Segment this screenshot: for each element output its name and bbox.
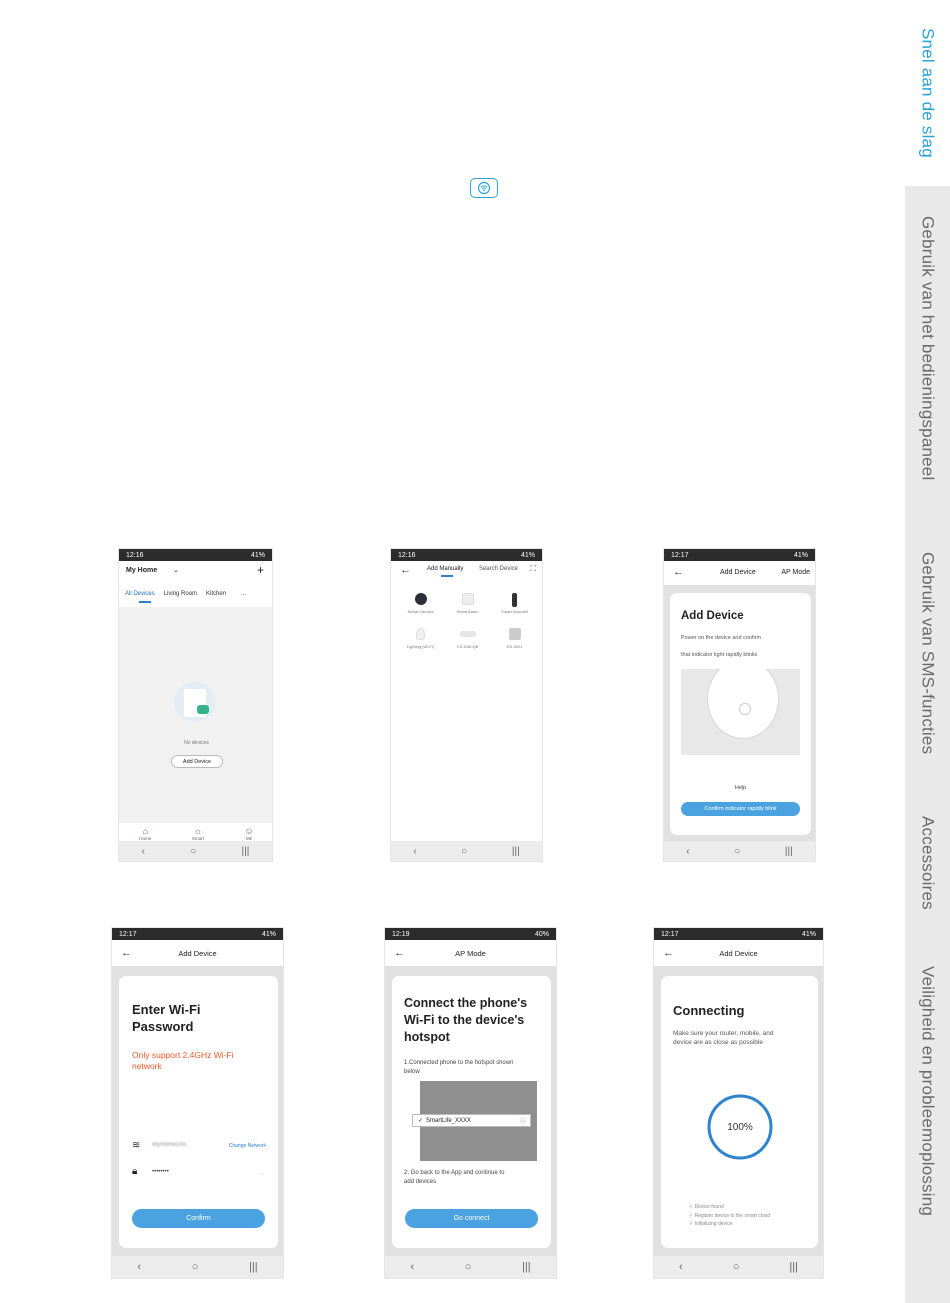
section-sidebar xyxy=(905,0,950,1303)
status-battery: 41% xyxy=(520,551,535,559)
progress-ring xyxy=(706,1093,774,1161)
header xyxy=(664,561,815,583)
tab-kitchen[interactable]: Kitchen xyxy=(206,591,227,597)
add-icon[interactable]: + xyxy=(256,563,264,577)
step-2-line-2: add devices xyxy=(404,1179,437,1185)
back-icon[interactable]: ‹ xyxy=(410,1261,415,1273)
device-label: ES-SW1 xyxy=(506,644,523,649)
network-name: MyHomeDns xyxy=(152,1142,187,1148)
device-label: Smart Doorbell xyxy=(501,609,528,614)
scan-icon[interactable]: ⛶ xyxy=(530,564,536,573)
progress-label: 100% xyxy=(727,1121,753,1133)
screenshot-my-home xyxy=(118,548,273,862)
wifi-icon: ≋ xyxy=(132,1140,141,1151)
title-line-1: Connect the phone's xyxy=(404,996,528,1010)
device-label: Lighting (Wi-Fi) xyxy=(406,644,435,649)
device-smart-doorbell[interactable] xyxy=(491,593,538,614)
sensor-icon xyxy=(460,631,476,637)
change-network-link[interactable]: Change Network xyxy=(228,1143,266,1149)
step-2 xyxy=(404,1169,504,1187)
empty-state-area xyxy=(119,607,273,823)
title-line-1: Enter Wi-Fi xyxy=(132,1002,201,1017)
empty-text: No devices xyxy=(184,740,209,746)
hotspot-name: SmartLife_XXXX xyxy=(426,1117,472,1124)
sidebar-tab-veiligheid[interactable] xyxy=(905,966,950,1216)
home-circle-icon[interactable]: ○ xyxy=(464,1261,472,1273)
room-tabs xyxy=(125,591,246,597)
step-2-line-1: 2. Go back to the App and continue to xyxy=(404,1170,505,1176)
status-battery: 41% xyxy=(250,551,265,559)
card-title xyxy=(404,995,527,1046)
check-icon: ✓ xyxy=(418,1118,424,1124)
wifi-card xyxy=(119,976,278,1248)
recents-icon[interactable]: ||| xyxy=(522,1261,531,1273)
tab-search-device[interactable]: Search Device xyxy=(479,566,519,572)
device-smart-camera[interactable] xyxy=(397,593,444,614)
step-register xyxy=(689,1212,770,1221)
home-icon: ⌂ xyxy=(142,825,148,836)
nav-smart[interactable] xyxy=(192,826,204,841)
sidebar-tab-label: Veiligheid en probleemoplossing xyxy=(918,966,938,1217)
sidebar-tab-sms-functies[interactable] xyxy=(905,552,950,754)
android-nav-bar xyxy=(119,841,272,861)
android-nav-bar xyxy=(654,1256,823,1278)
nav-me-label: Me xyxy=(245,835,253,841)
android-nav-bar xyxy=(391,841,542,861)
warning-line-1: Only support 2.4GHz Wi-Fi xyxy=(132,1050,234,1060)
title-line-3: hotspot xyxy=(404,1030,450,1044)
status-bar xyxy=(385,928,556,940)
nav-me[interactable] xyxy=(244,826,253,841)
bottom-nav xyxy=(119,823,273,843)
tab-indicator xyxy=(139,601,151,603)
confirm-blink-button[interactable]: Confirm indicator rapidly blink xyxy=(681,802,800,816)
instruction-line-1: Power on the device and confirm xyxy=(681,635,762,641)
title-line-2: Wi-Fi to the device's xyxy=(404,1013,525,1027)
tab-indicator xyxy=(441,575,453,577)
recents-icon[interactable]: ||| xyxy=(789,1261,798,1273)
add-badge-icon xyxy=(197,705,209,714)
device-grid xyxy=(397,593,538,649)
device-es-sw1[interactable] xyxy=(491,628,538,649)
status-time: 12:17 xyxy=(661,930,679,938)
password-input[interactable]: •••••••• xyxy=(152,1169,169,1175)
step-initializing xyxy=(689,1220,770,1229)
recents-icon[interactable]: ||| xyxy=(784,845,793,857)
hotspot-row[interactable] xyxy=(412,1114,531,1127)
screenshot-enter-wifi xyxy=(111,927,284,1279)
card-title: Add Device xyxy=(681,610,744,622)
tab-more[interactable]: ... xyxy=(241,591,247,597)
title-line-2: Password xyxy=(132,1019,194,1034)
back-arrow-icon[interactable]: ← xyxy=(400,564,411,576)
lock-icon: 🔒︎ xyxy=(132,1166,138,1177)
home-title[interactable]: My Home xyxy=(126,567,158,574)
back-arrow-icon[interactable]: ← xyxy=(673,566,684,578)
nav-smart-label: Smart xyxy=(191,835,204,841)
step-label: Initializing device xyxy=(694,1221,733,1227)
screenshot-ap-mode xyxy=(384,927,557,1279)
tab-living-room[interactable]: Living Room xyxy=(163,591,198,597)
ap-mode-link[interactable]: AP Mode xyxy=(781,568,810,576)
status-time: 12:17 xyxy=(119,930,137,938)
warning-line-2: network xyxy=(132,1061,162,1071)
status-bar xyxy=(112,928,283,940)
user-icon: ☺ xyxy=(244,825,254,836)
indicator-light-icon xyxy=(739,703,751,715)
home-circle-icon[interactable]: ○ xyxy=(734,845,741,857)
confirm-button[interactable]: Confirm xyxy=(132,1209,265,1228)
back-arrow-icon[interactable]: ← xyxy=(663,947,674,959)
eye-icon[interactable]: ◡ xyxy=(259,1170,264,1176)
tab-all-devices[interactable]: All Devices xyxy=(125,591,155,597)
nav-home-label: Home xyxy=(139,835,152,841)
step-device-found xyxy=(689,1203,770,1212)
status-time: 12:16 xyxy=(126,551,144,559)
bulb-icon xyxy=(416,628,425,640)
device-label: Smart Alarm xyxy=(456,609,479,614)
description-line-1: Make sure your router, mobile, and xyxy=(673,1030,774,1037)
back-icon[interactable]: ‹ xyxy=(686,845,690,857)
description xyxy=(673,1029,773,1047)
status-battery: 40% xyxy=(534,930,549,938)
android-nav-bar xyxy=(385,1256,556,1278)
tab-add-manually[interactable]: Add Manually xyxy=(427,566,464,572)
screenshot-add-device-blink xyxy=(663,548,816,862)
help-link[interactable]: Help xyxy=(734,785,747,791)
status-battery: 41% xyxy=(801,930,816,938)
back-icon[interactable]: ‹ xyxy=(137,1261,142,1273)
status-battery: 41% xyxy=(261,930,276,938)
home-circle-icon[interactable]: ○ xyxy=(190,845,197,857)
status-battery: 41% xyxy=(793,551,808,559)
header-title: Add Device xyxy=(719,948,758,958)
recents-icon[interactable]: ||| xyxy=(249,1261,258,1273)
home-circle-icon[interactable]: ○ xyxy=(732,1261,740,1273)
header xyxy=(385,941,556,965)
sidebar-tab-label: Gebruik van het bedieningspaneel xyxy=(918,216,938,481)
sidebar-tab-accessoires[interactable] xyxy=(905,816,950,910)
nav-home[interactable] xyxy=(139,826,151,841)
instruction-line-2: that indicator light rapidly blinks xyxy=(681,652,758,658)
screenshot-connecting xyxy=(653,927,824,1279)
progress-steps xyxy=(689,1203,770,1229)
status-time: 12:17 xyxy=(671,551,689,559)
hotspot-card xyxy=(392,976,551,1248)
device-label: CS-516LQB xyxy=(456,644,479,649)
home-circle-icon[interactable]: ○ xyxy=(461,845,468,857)
back-icon[interactable]: ‹ xyxy=(141,845,145,857)
instruction-card xyxy=(670,593,811,835)
back-icon[interactable]: ‹ xyxy=(679,1261,683,1273)
chevron-down-icon[interactable]: ⌄ xyxy=(173,567,179,574)
back-arrow-icon[interactable]: ← xyxy=(121,947,132,959)
switch-icon xyxy=(509,628,521,640)
check-icon: ✓ xyxy=(689,1204,694,1210)
recents-icon[interactable]: ||| xyxy=(511,845,520,857)
device-smart-alarm[interactable] xyxy=(444,593,491,614)
info-icon[interactable]: ⓘ xyxy=(519,1119,526,1125)
step-label: Register device to the smart cloud xyxy=(694,1212,771,1219)
sidebar-tab-label: Accessoires xyxy=(918,816,938,910)
step-1-line-2: below xyxy=(404,1069,420,1075)
sidebar-tab-label: Snel aan de slag xyxy=(918,28,938,158)
check-icon: ✓ xyxy=(689,1212,694,1219)
sidebar-tab-snel-aan-de-slag[interactable] xyxy=(905,28,950,158)
header-title: AP Mode xyxy=(455,948,486,958)
go-connect-button[interactable]: Go connect xyxy=(405,1209,538,1228)
status-bar xyxy=(654,928,823,940)
connecting-card xyxy=(661,976,818,1248)
status-bar xyxy=(391,549,542,561)
back-icon[interactable]: ‹ xyxy=(413,845,417,857)
add-device-button[interactable]: Add Device xyxy=(171,755,223,768)
alarm-icon xyxy=(462,593,474,605)
check-icon: ✓ xyxy=(689,1221,694,1227)
header-title: Add Device xyxy=(178,948,217,958)
sidebar-tab-label: Gebruik van SMS-functies xyxy=(918,552,938,755)
home-circle-icon[interactable]: ○ xyxy=(191,1261,199,1273)
step-1 xyxy=(404,1059,513,1077)
doorbell-icon xyxy=(512,593,517,607)
header-title: Add Device xyxy=(720,568,756,576)
screenshot-add-manually xyxy=(390,548,543,862)
card-title: Connecting xyxy=(673,1003,745,1018)
status-bar xyxy=(664,549,815,561)
android-nav-bar xyxy=(664,841,815,861)
wifi-mode-icon xyxy=(470,178,498,198)
android-nav-bar xyxy=(112,1256,283,1278)
recents-icon[interactable]: ||| xyxy=(241,845,250,857)
sun-icon: ☼ xyxy=(193,825,202,836)
device-cs-516lqb[interactable] xyxy=(444,628,491,649)
description-line-2: device are as close as possible xyxy=(673,1039,763,1046)
camera-icon xyxy=(415,593,427,605)
header xyxy=(112,941,283,965)
device-label: Smart Camera xyxy=(407,609,434,614)
device-illustration xyxy=(681,669,800,755)
step-1-line-1: 1.Connected phone to the hotspot shown xyxy=(404,1060,514,1066)
back-arrow-icon[interactable]: ← xyxy=(394,947,405,959)
status-time: 12:19 xyxy=(392,930,410,938)
status-time: 12:16 xyxy=(398,551,416,559)
device-lighting[interactable] xyxy=(397,628,444,649)
header xyxy=(654,941,823,965)
step-label: Device found xyxy=(694,1204,724,1210)
sidebar-tab-bedieningspaneel[interactable] xyxy=(905,216,950,480)
status-bar xyxy=(119,549,272,561)
